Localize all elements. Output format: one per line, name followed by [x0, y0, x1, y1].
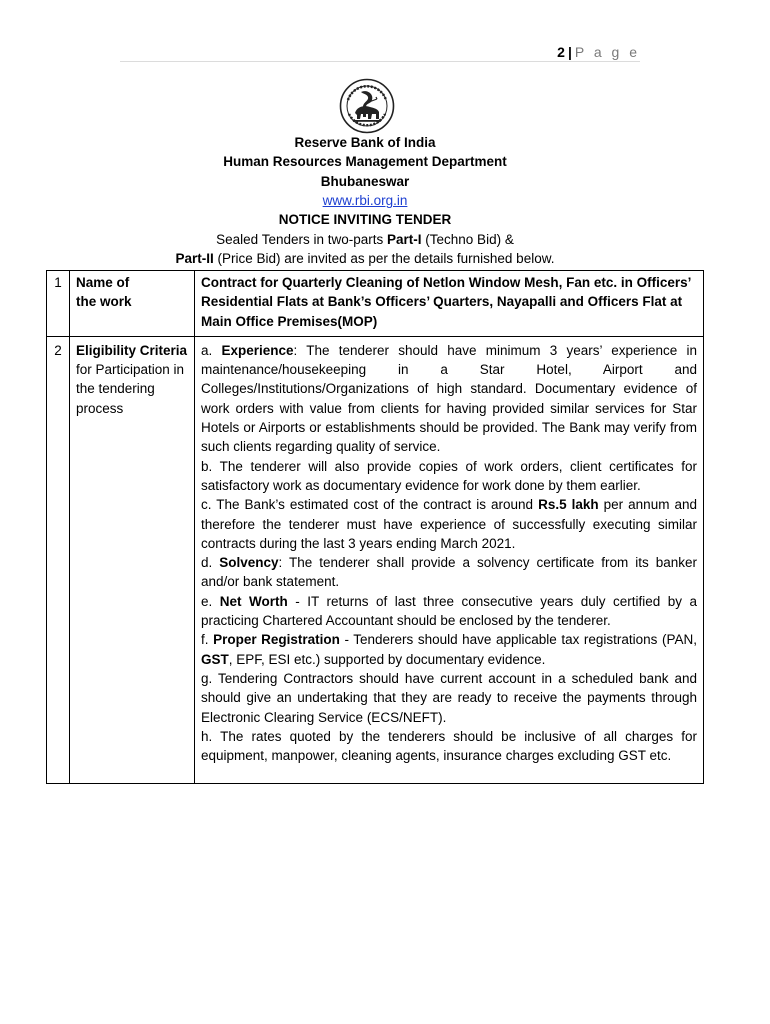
criterion-h: h. The rates quoted by the tenderers should be inclusive of all charges for equipment, manpower, cleaning agents, insurance charges excluding GST etc. — [201, 728, 697, 764]
eligibility-criteria-value — [195, 336, 704, 784]
notice-title: NOTICE INVITING TENDER — [278, 212, 452, 227]
department-name: Human Resources Management Department — [223, 154, 507, 169]
page-word: P a g e — [574, 44, 640, 60]
page-number — [540, 44, 640, 60]
table-row — [47, 336, 704, 784]
org-name: Reserve Bank of India — [294, 135, 436, 150]
table-row — [47, 271, 704, 337]
criterion-b: b. The tenderer will also provide copies of work orders, client certificates for satisfactory work as documentary evidence for work done by them earlier. — [201, 458, 697, 493]
criterion-f: f. Proper Registration - Tenderers should have applicable tax registrations (PAN, GST, EPF, ESI etc.) supported by documentary evidence. — [201, 632, 697, 667]
criterion-d: d. Solvency: The tenderer shall provide a solvency certificate from its banker and/or bank statement. — [201, 555, 697, 590]
header-rule — [120, 61, 640, 62]
intro-line-2: Part-II (Price Bid) are invited as per the details furnished below. — [175, 251, 555, 266]
criterion-e: e. Net Worth - IT returns of last three consecutive years duly certified by a practicing Chartered Accountant should be enclosed by the tenderer. — [201, 593, 697, 629]
website-link[interactable]: www.rbi.org.in — [322, 193, 408, 208]
criterion-a: a. Experience: The tenderer should have minimum 3 years’ experience in maintenance/housekeeping in a Star Hotel, Airport and Colleges/Institutions/Organizations of high standard. Documentary evidence of work orders with value from clients for having provided similar services for Star Hotels or Airports or establishments should be provided. The Bank may verify from such clients regarding quality of service. — [201, 342, 698, 455]
city-name: Bhubaneswar — [320, 174, 410, 189]
tender-table — [46, 270, 704, 784]
row-number: 1 — [47, 271, 70, 337]
page-number-value: 2 — [557, 44, 565, 60]
row-label: Eligibility Criteria for Participation in the tendering process — [70, 336, 195, 784]
page-number-separator: | — [567, 44, 572, 60]
row-number: 2 — [47, 336, 70, 784]
criterion-c: c. The Bank’s estimated cost of the contract is around Rs.5 lakh per annum and therefore the tenderer must have experience of successfully executing similar contracts during the last 3 years ending March 2021. — [201, 497, 697, 551]
work-name-value: Contract for Quarterly Cleaning of Netlon Window Mesh, Fan etc. in Officers’ Residential Flats at Bank’s Officers’ Quarters, Nayapalli and Officers Flat at Main Office Premises(MOP) — [195, 271, 704, 337]
rbi-emblem-icon — [339, 78, 395, 134]
website-line — [0, 191, 730, 210]
intro-line-1: Sealed Tenders in two-parts Part-I (Techno Bid) & — [216, 232, 514, 247]
row-label: Name of the work — [70, 271, 195, 337]
criterion-g: g. Tendering Contractors should have current account in a scheduled bank and should give an undertaking that they are ready to receive the payments through Electronic Clearing Service (ECS/NEFT). — [201, 670, 697, 725]
